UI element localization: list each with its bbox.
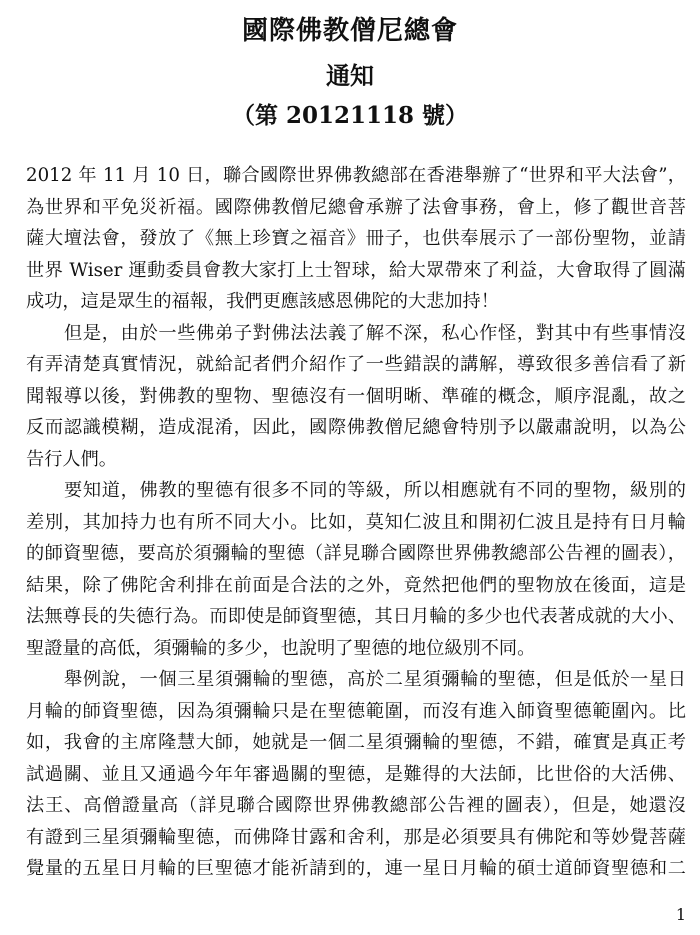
document-number: （第 20121118 號） [231, 102, 469, 129]
document-title: 國際佛教僧尼總會 [241, 16, 458, 46]
body-line: 覺量的五星日月輪的巨聖德才能祈請到的，連一星日月輪的碩士道師資聖德和二 [26, 858, 686, 879]
body-line: 反而認識模糊，造成混淆，因此，國際佛教僧尼總會特別予以嚴肅說明，以為公 [26, 417, 686, 438]
document-subtitle: 通知 [326, 61, 374, 90]
body-line: 聖證量的高低，須彌輪的多少，也說明了聖德的地位級別不同。 [26, 637, 536, 659]
body-line: 但是，由於一些佛弟子對佛法法義了解不深，私心作怪，對其中有些事情沒 [64, 322, 686, 344]
body-line: 法無尊長的失德行為。而即使是師資聖德，其日月輪的多少也代表著成就的大小、 [26, 606, 686, 627]
document-body [26, 160, 686, 885]
body-line: 舉例說，一個三星須彌輪的聖德，高於二星須彌輪的聖德，但是低於一星日 [64, 669, 686, 690]
body-line: 世界 Wiser 運動委員會教大家打上士智球，給大眾帶來了利益，大會取得了圓滿 [26, 259, 686, 281]
body-line: 法王、高僧證量高（詳見聯合國際世界佛教總部公告裡的圖表），但是，她還沒 [26, 795, 686, 816]
body-line: 如，我會的主席隆慧大師，她就是一個二星須彌輪的聖德，不錯，確實是真正考 [26, 732, 686, 753]
body-line: 結果，除了佛陀舍利排在前面是合法的之外，竟然把他們的聖物放在後面，這是 [26, 574, 686, 596]
body-line: 差別，其加持力也有所不同大小。比如，莫知仁波且和開初仁波且是持有日月輪 [26, 511, 686, 533]
body-line: 告行人們。 [26, 448, 117, 470]
body-line: 要知道，佛教的聖德有很多不同的等級，所以相應就有不同的聖物，級別的 [64, 480, 686, 501]
body-line: 薩大壇法會，發放了《無上珍寶之福音》冊子，也供奉展示了一部份聖物，並請 [26, 228, 686, 249]
body-line: 月輪的師資聖德，因為須彌輪只是在聖德範圍，而沒有進入師資聖德範圍內。比 [26, 700, 686, 722]
body-line: 的師資聖德，要高於須彌輪的聖德（詳見聯合國際世界佛教總部公告裡的圖表）， [26, 543, 686, 564]
body-line: 聞報導以後，對佛教的聖物、聖德沒有一個明晰、準確的概念，順序混亂，故之 [26, 385, 686, 407]
body-line: 有弄清楚真實情況，就給記者們介紹作了一些錯誤的講解，導致很多善信看了新 [26, 354, 686, 375]
body-line: 成功，這是眾生的福報，我們更應該感恩佛陀的大悲加持！ [26, 291, 499, 312]
body-line: 2012 年 11 月 10 日，聯合國際世界佛教總部在香港舉辦了“世界和平大法會”， [26, 165, 686, 186]
body-line: 為世界和平免災祈福。國際佛教僧尼總會承辦了法會事務，會上，修了觀世音菩 [26, 196, 686, 218]
page-number: 1 [675, 905, 686, 924]
body-line: 試過關、並且又通過今年年審過關的聖德，是難得的大法師，比世俗的大活佛、 [26, 763, 686, 785]
body-line: 有證到三星須彌輪聖德，而佛降甘露和舍利，那是必須要具有佛陀和等妙覺菩薩 [26, 826, 686, 848]
